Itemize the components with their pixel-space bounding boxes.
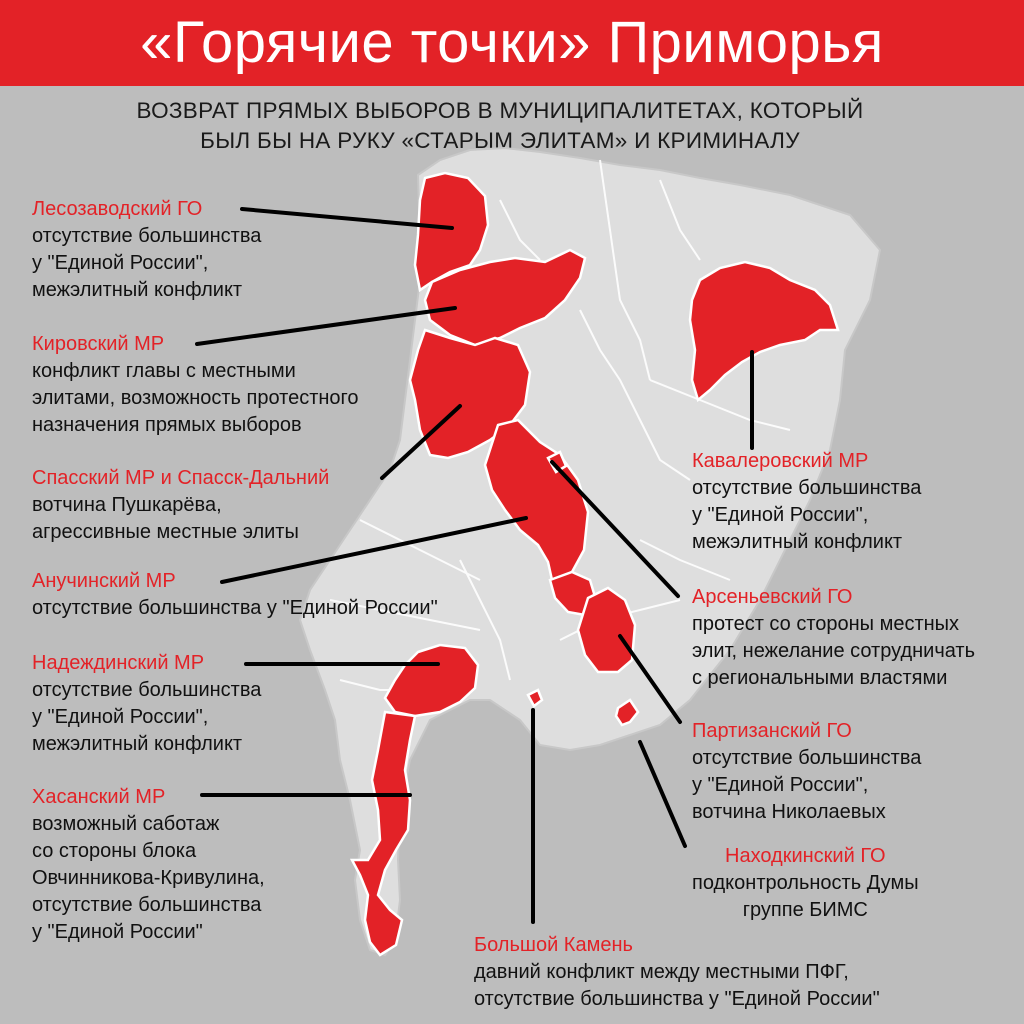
region-desc: подконтрольность Думы группе БИМС xyxy=(692,872,919,921)
region-name: Большой Камень xyxy=(474,934,633,956)
region-name: Партизанский ГО xyxy=(692,720,852,742)
label-kavalerovsky xyxy=(692,448,921,556)
region-desc: протест со стороны местных элит, нежелание сотрудничать с региональными властями xyxy=(692,613,976,689)
region-name: Хасанский МР xyxy=(32,786,166,808)
label-nakhodkinsky xyxy=(692,843,919,924)
label-spassky xyxy=(32,465,329,546)
subtitle-line-2: БЫЛ БЫ НА РУКУ «СТАРЫМ ЭЛИТАМ» И КРИМИНАЛУ xyxy=(200,128,800,153)
label-kirovsky xyxy=(32,331,359,439)
region-name: Спасский МР и Спасск-Дальний xyxy=(32,467,330,489)
region-desc: отсутствие большинства у "Единой России", межэлитный конфликт xyxy=(32,225,262,301)
subtitle-line-1: ВОЗВРАТ ПРЯМЫХ ВЫБОРОВ В МУНИЦИПАЛИТЕТАХ, КОТОРЫЙ xyxy=(136,98,864,123)
label-partizansky xyxy=(692,718,921,826)
region-name: Надеждинский МР xyxy=(32,652,205,674)
label-nadezhdinsky xyxy=(32,650,261,758)
region-desc: вотчина Пушкарёва, агрессивные местные элиты xyxy=(32,494,299,543)
region-desc: отсутствие большинства у "Единой России", межэлитный конфликт xyxy=(692,477,922,553)
region-name: Лесозаводский ГО xyxy=(32,198,203,220)
region-desc: конфликт главы с местными элитами, возможность протестного назначения прямых выборов xyxy=(32,360,359,436)
region-desc: отсутствие большинства у "Единой России", вотчина Николаевых xyxy=(692,747,922,823)
region-name: Находкинский ГО xyxy=(725,845,886,867)
page-title: «Горячие точки» Приморья xyxy=(140,10,884,75)
label-lesozavodsky xyxy=(32,196,261,304)
region-desc: возможный саботаж со стороны блока Овчинникова-Кривулина, отсутствие большинства у "Единой России" xyxy=(32,813,265,943)
label-arsenyevsky xyxy=(692,584,975,692)
region-desc: давний конфликт между местными ПФГ, отсутствие большинства у "Единой России" xyxy=(474,961,880,1010)
region-desc: отсутствие большинства у "Единой России" xyxy=(32,597,438,619)
label-khasansky xyxy=(32,784,265,946)
region-name: Анучинский МР xyxy=(32,570,176,592)
leader-nakhodkinsky xyxy=(640,742,685,846)
region-name: Арсеньевский ГО xyxy=(692,586,853,608)
label-bolshoy-kamen xyxy=(474,932,880,1013)
region-desc: отсутствие большинства у "Единой России", межэлитный конфликт xyxy=(32,679,262,755)
label-anuchinsky xyxy=(32,568,438,622)
region-name: Кировский МР xyxy=(32,333,165,355)
region-name: Кавалеровский МР xyxy=(692,450,869,472)
